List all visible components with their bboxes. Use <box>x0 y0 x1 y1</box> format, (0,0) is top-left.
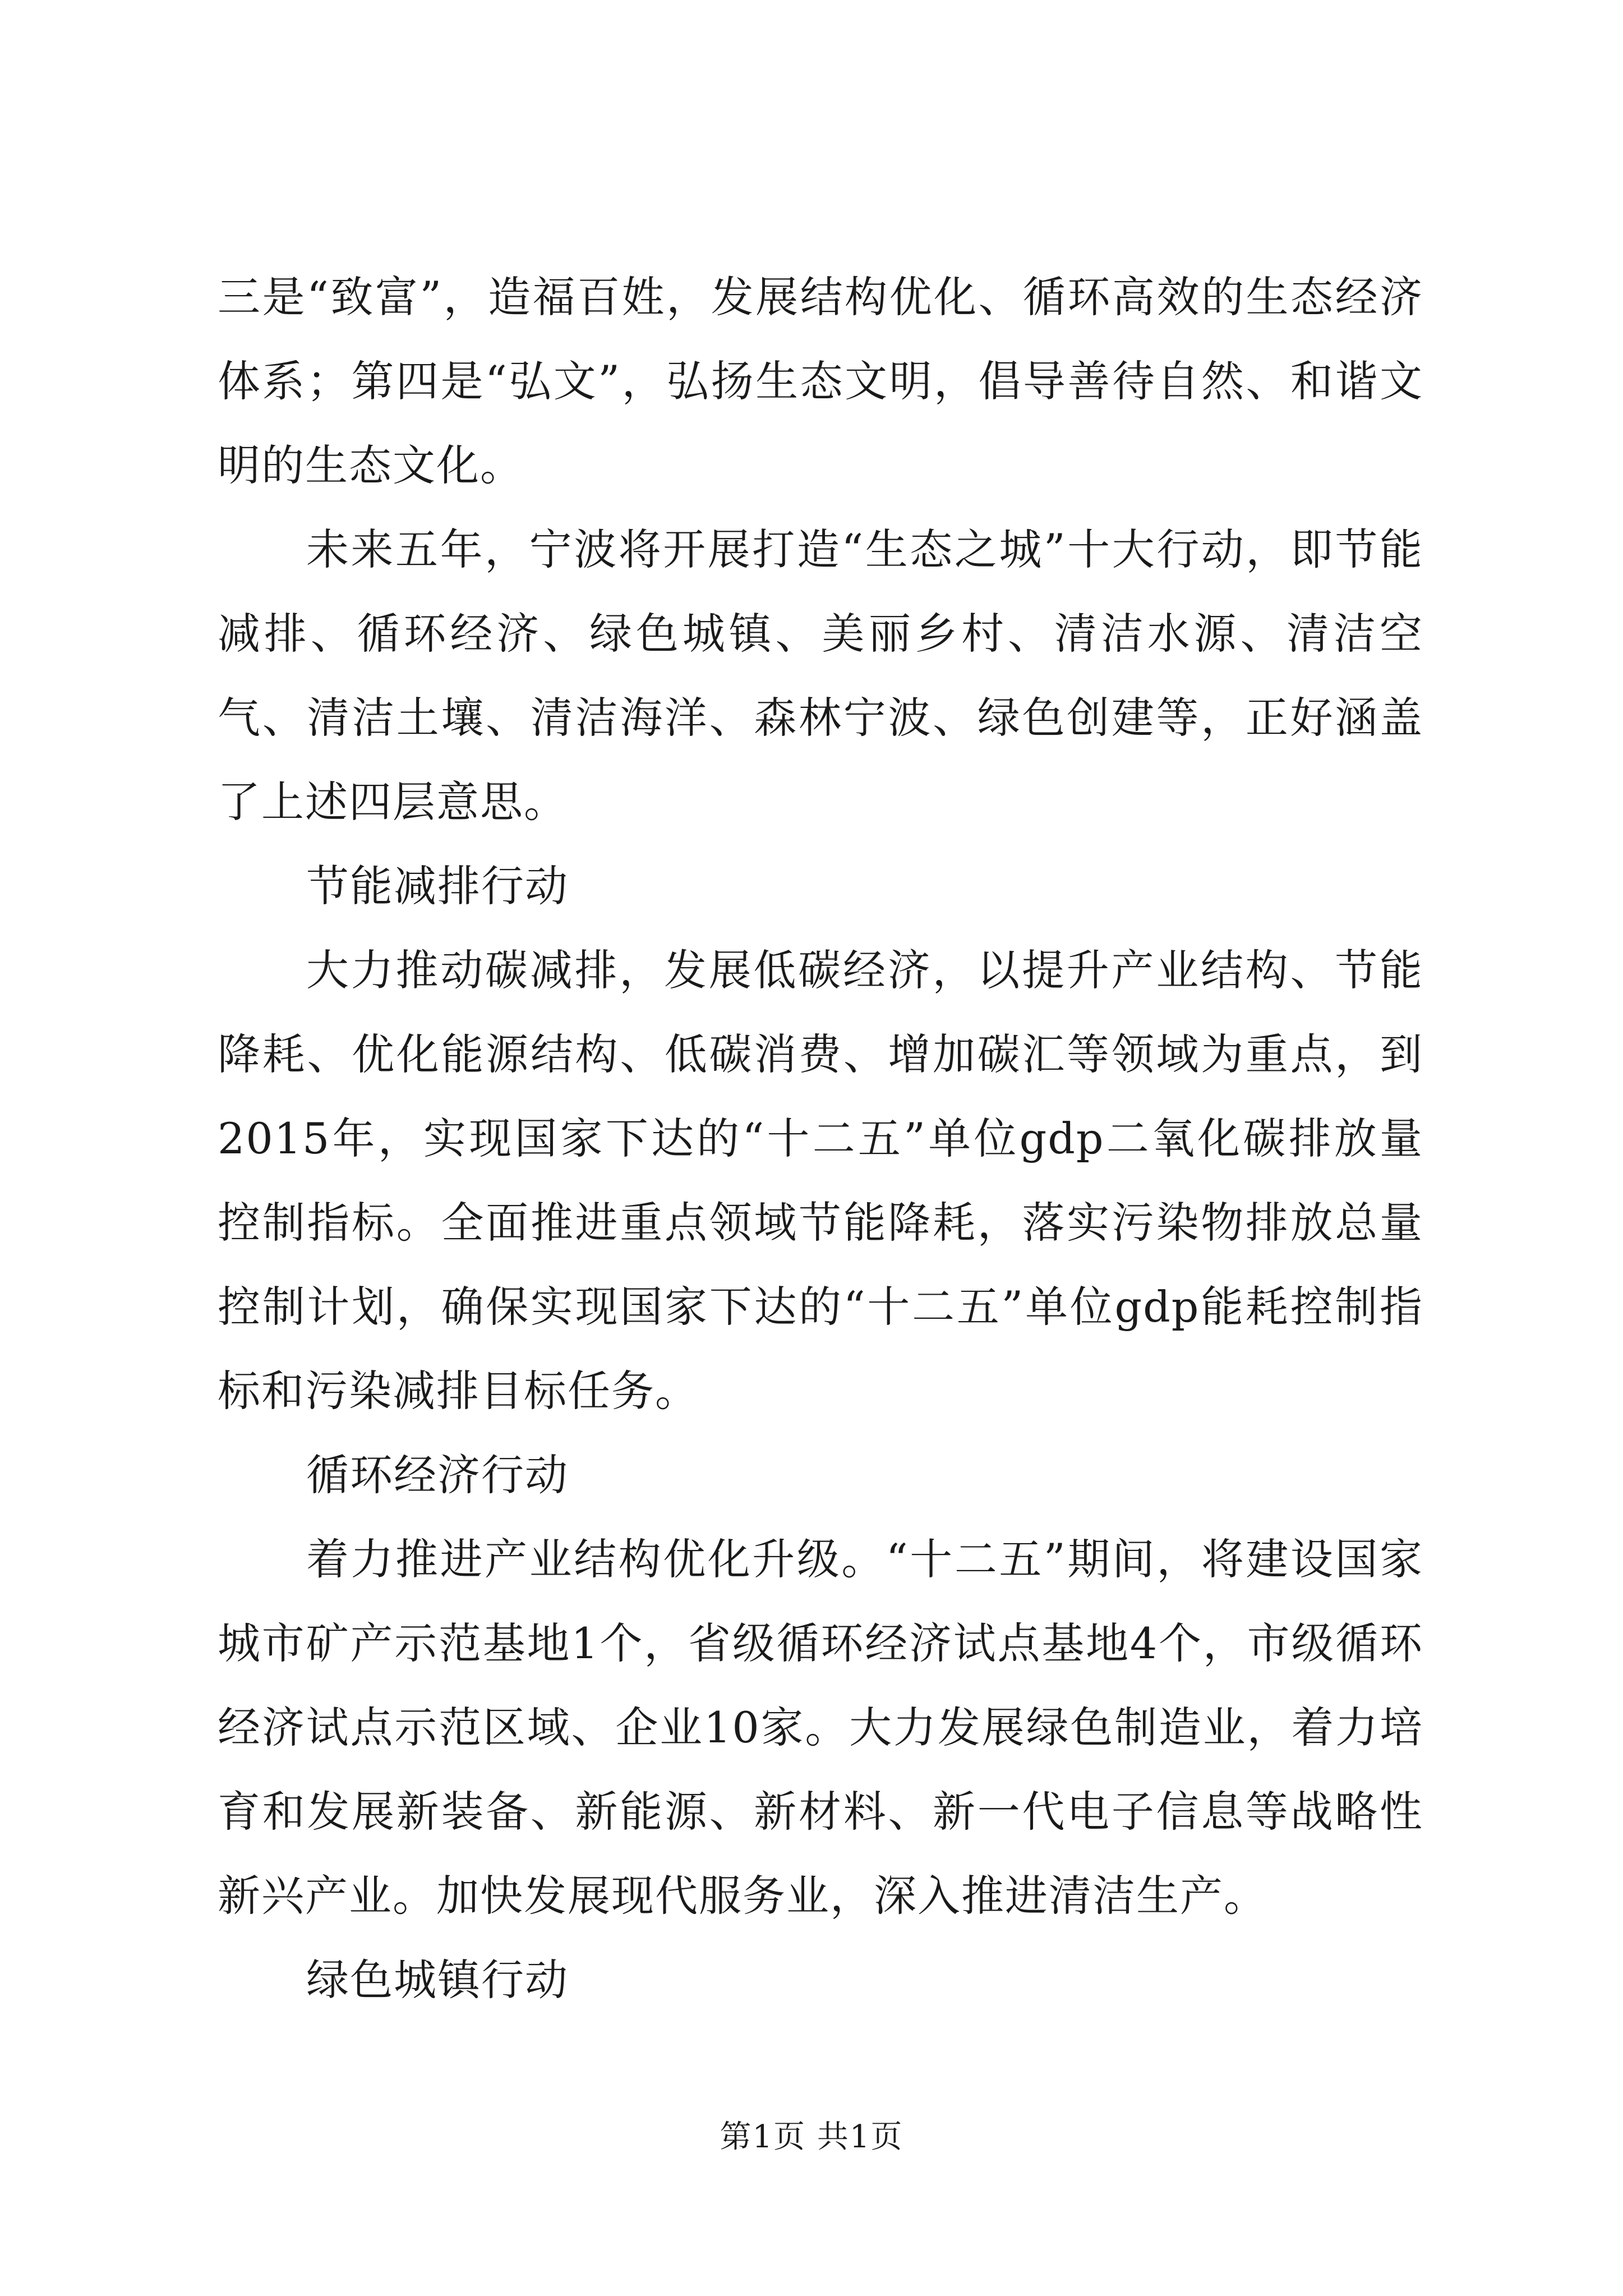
section-heading-green-towns: 绿色城镇行动 <box>306 1955 569 2005</box>
section-heading-circular-economy: 循环经济行动 <box>306 1450 569 1500</box>
page-footer: 第1页 共1页 <box>720 2119 903 2155</box>
document-body <box>218 255 1423 2022</box>
section-heading-energy-saving: 节能减排行动 <box>306 861 569 911</box>
paragraph-energy-saving: 大力推动碳减排，发展低碳经济，以提升产业结构、节能降耗、优化能源结构、低碳消费、增加碳汇等领域为重点，到2015年，实现国家下达的“十二五”单位gdp二氧化碳排放量控制指标。全面推进重点领域节能降耗，落实污染物排放总量控制计划，确保实现国家下达的“十二五”单位gdp能耗控制指标和污染减排目标任务。 <box>218 945 1423 1416</box>
paragraph-circular-economy: 着力推进产业结构优化升级。“十二五”期间，将建设国家城市矿产示范基地1个，省级循环经济试点基地4个，市级循环经济试点示范区域、企业10家。大力发展绿色制造业，着力培育和发展新装备、新能源、新材料、新一代电子信息等战略性新兴产业。加快发展现代服务业，深入推进清洁生产。 <box>218 1534 1423 1921</box>
paragraph-continuation: 三是“致富”，造福百姓，发展结构优化、循环高效的生态经济体系；第四是“弘文”，弘扬生态文明，倡导善待自然、和谐文明的生态文化。 <box>218 272 1423 490</box>
paragraph-ten-actions: 未来五年，宁波将开展打造“生态之城”十大行动，即节能减排、循环经济、绿色城镇、美丽乡村、清洁水源、清洁空气、清洁土壤、清洁海洋、森林宁波、绿色创建等，正好涵盖了上述四层意思。 <box>218 524 1423 827</box>
